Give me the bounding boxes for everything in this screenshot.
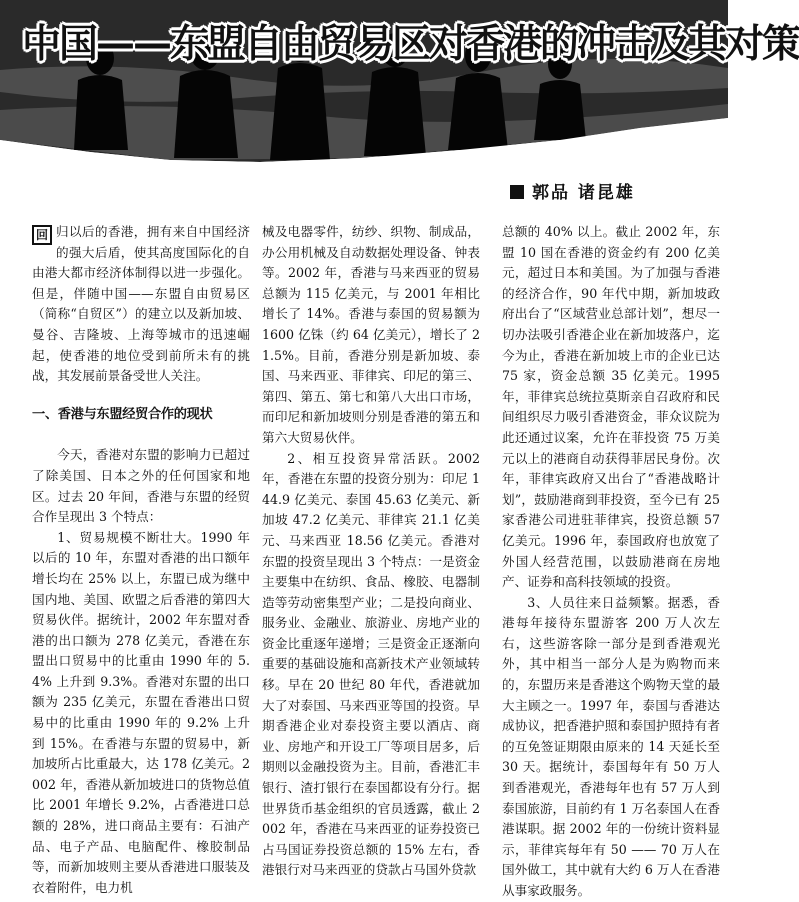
investment-paragraph: 2、相互投资异常活跃。2002 年，香港在东盟的投资分别为：印尼 144.9 亿美元、泰国 45.63 亿美元、新加坡 47.2 亿美元、菲律宾 21.1 亿美元、马来西亚 18.56 亿美元。香港对东盟的投资呈现出 3 个特点：一是资金主要集中在纺织、食品、橡胶、电器制造等劳动密集型产业；二是投向商业、服务业、金融业、旅游业、房地产业的资金比重逐年递增；三是资金正逐渐向重要的基础设施和高新技术产业领域转移。早在 20 世纪 80 年代，香港就加大了对泰国、马来西亚等国的投资。早期香港企业对泰投资主要以酒店、商业、房地产和开设工厂等项目居多，后期则以金融投资为主。目前，香港汇丰银行、渣打银行在泰国都设有分行。据世界货币基金组织的官员透露，截止 2002 年，香港在马来西亚的证券投资已占马国证券投资总额的 15% 左右，香港银行对马来西亚的贷款占马国外贷款 [262, 450, 480, 878]
dropcap: 回 [32, 225, 52, 245]
article-title: 中国——东盟自由贸易区对香港的冲击及其对策 [22, 22, 799, 67]
overview-paragraph: 今天，香港对东盟的影响力已超过了除美国、日本之外的任何国家和地区。过去 20 年间，香港与东盟的经贸合作呈现出 3 个特点： [32, 447, 250, 525]
column-3 [502, 222, 720, 898]
header-banner [0, 0, 799, 170]
intro-paragraph [32, 222, 250, 387]
column-2 [262, 222, 480, 878]
investment-paragraph-continued: 总额的 40% 以上。截止 2002 年，东盟 10 国在香港的资金约有 200 亿美元，超过日本和美国。为了加强与香港的经济合作，90 年代中期，新加坡政府出台了“区域营业总部计划”，想尽一切办法吸引香港企业在新加坡落户，迄今为止，香港在新加坡上市的企业已达 75 家，资金总额 35 亿美元。1995 年，菲律宾总统拉莫斯亲自召政府和民间组织尽力吸引香港资金，菲众议院为此还通过议案，允许在菲投资 75 万美元以上的港商自动获得菲居民身份。次年，菲律宾政府又出台了“香港战略计划”，鼓励港商到菲投资，至今已有 25 家香港公司进驻菲律宾，投资总额 57 亿美元。1996 年，泰国政府也放宽了外国人经营范围，以鼓励港商在房地产、证券和高科技领域的投资。 [502, 224, 720, 590]
trade-paragraph-continued: 械及电器零件，纺纱、织物、制成品，办公用机械及自动数据处理设备、钟表等。2002 年，香港与马来西亚的贸易总额为 115 亿美元，与 2001 年相比增长了 14%。香港与泰国的贸易额为 1600 亿铢（约 64 亿美元），增长了 21.5%。目前，香港分别是新加坡、泰国、马来西亚、菲律宾、印尼的第三、第四、第五、第七和第八大出口市场，而印尼和新加坡则分别是香港的第五和第六大贸易伙伴。 [262, 224, 480, 445]
intro-text: 归以后的香港，拥有来自中国经济的强大后盾，使其高度国际化的自由港大都市经济体制得以进一步强化。但是，伴随中国——东盟自由贸易区（简称“自贸区”）的建立以及新加坡、曼谷、吉隆坡、上海等城市的迅速崛起，使香港的地位受到前所未有的挑战，其发展前景备受世人关注。 [32, 224, 250, 384]
authors: 郭品 诸昆雄 [532, 183, 635, 203]
square-bullet-icon [510, 185, 524, 199]
section-heading: 一、香港与东盟经贸合作的现状 [32, 406, 213, 422]
trade-paragraph: 1、贸易规模不断壮大。1990 年以后的 10 年，东盟对香港的出口额年增长均在 25% 以上，东盟已成为继中国内地、美国、欧盟之后香港的第四大贸易伙伴。据统计，2002 年东盟对香港的出口额为 278 亿美元，香港在东盟出口贸易中的比重由 1990 年的 5.4% 上升到 9.3%。香港对东盟的出口额为 235 亿美元，东盟在香港出口贸易中的比重由 1990 年的 9.2% 上升到 15%。在香港与东盟的贸易中，新加坡所占比重最大，达 178 亿美元。2002 年，香港从新加坡进口的货物总值比 2001 年增长 9.2%，占香港进口总额的 28%，进口商品主要有：石油产品、电子产品、电脑配件、橡胶制品等，而新加坡则主要从香港进口服装及衣着附件，电力机 [32, 529, 250, 895]
people-exchange-paragraph: 3、人员往来日益频繁。据悉，香港每年接待东盟游客 200 万人次左右，这些游客除一部分是到香港观光外，其中相当一部分人是为购物而来的，东盟历来是香港这个购物天堂的最大主顾之一。1997 年，泰国与香港达成协议，把香港护照和泰国护照持有者的互免签证期限由原来的 14 天延长至 30 天。据统计，泰国每年有 50 万人到香港观光，香港每年也有 57 万人到泰国旅游，目前约有 1 万名泰国人在香港谋职。据 2002 年的一份统计资料显示，菲律宾每年有 50 —— 70 万人在国外做工，其中就有大约 6 万人在香港从事家政服务。 [502, 594, 720, 898]
author-byline [510, 178, 635, 203]
column-1 [32, 222, 250, 895]
